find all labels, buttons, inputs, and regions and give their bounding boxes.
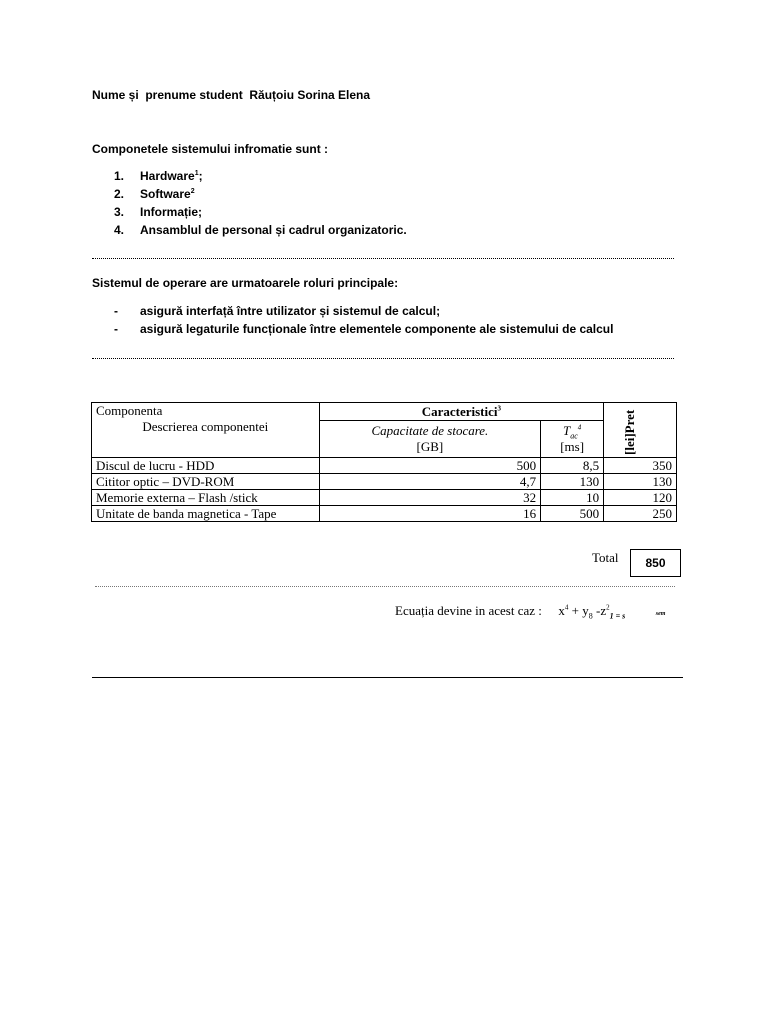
cell-capacity: 4,7 <box>319 474 541 490</box>
list-item <box>114 221 614 239</box>
header-capacity-unit: [GB] <box>416 439 444 454</box>
dotted-separator <box>95 586 675 587</box>
cell-component: Unitate de banda magnetica - Tape <box>92 506 320 522</box>
list-item-suffix: ; <box>198 169 203 183</box>
roles-heading: Sistemul de operare are urmatoarele roluri principale: <box>92 276 399 290</box>
cell-tac: 500 <box>541 506 604 522</box>
cell-component: Memorie externa – Flash /stick <box>92 490 320 506</box>
eq-minus-z: -z <box>592 603 607 618</box>
list-item <box>114 302 674 320</box>
list-item-number: 1. <box>114 169 125 183</box>
table-row <box>92 458 677 474</box>
header-tac <box>545 423 599 439</box>
list-item-number: 2. <box>114 187 125 201</box>
student-name: Răuțoiu Sorina Elena <box>249 88 371 102</box>
cell-component: Cititor optic – DVD-ROM <box>92 474 320 490</box>
list-item <box>114 185 614 203</box>
role-text: asigură interfață între utilizator și sistemul de calcul; <box>140 304 441 318</box>
header-characteristics: Caracteristici <box>421 403 498 419</box>
tac-subscript: ac <box>570 431 578 441</box>
components-list <box>114 167 614 239</box>
cell-price: 130 <box>604 474 677 490</box>
list-dash: - <box>114 304 118 318</box>
table-row <box>92 506 677 522</box>
footnote-marker: 1 <box>194 170 199 177</box>
list-item-label: Software <box>140 187 191 201</box>
header-tac-cell <box>541 421 604 458</box>
eq-plus-y: + y <box>568 603 589 618</box>
list-item-label: Informație; <box>140 205 203 219</box>
cell-capacity: 500 <box>319 458 541 474</box>
header-price-cell <box>604 403 677 458</box>
eq-x: x <box>558 603 565 618</box>
list-item-label: Ansamblul de personal și cadrul organizatoric. <box>140 223 407 237</box>
cell-price: 120 <box>604 490 677 506</box>
cell-capacity: 16 <box>319 506 541 522</box>
equation-unit: sem <box>655 611 666 617</box>
table-row <box>92 490 677 506</box>
eq-y-sub: 8 <box>588 611 593 621</box>
eq-z-sub: 1 = s <box>609 611 626 621</box>
equation-formula <box>558 603 626 621</box>
list-item-number: 4. <box>114 223 125 237</box>
footnote-marker: 3 <box>497 404 501 413</box>
cell-capacity: 32 <box>319 490 541 506</box>
header-capacity: Capacitate de stocare. <box>371 423 489 438</box>
header-price: [lei]Pret <box>622 409 638 455</box>
header-tac-unit: [ms] <box>560 439 585 454</box>
footnote-marker: 4 <box>577 423 582 432</box>
eq-x-exp: 4 <box>564 603 569 612</box>
header-component: Componenta <box>96 403 163 418</box>
cell-tac: 8,5 <box>541 458 604 474</box>
student-name-line <box>92 88 370 102</box>
roles-list <box>114 302 674 338</box>
horizontal-rule <box>92 677 683 678</box>
student-label: Nume și prenume student <box>92 88 243 102</box>
total-label: Total <box>592 550 619 565</box>
table-row <box>92 474 677 490</box>
list-dash: - <box>114 322 118 336</box>
footnote-marker: 2 <box>190 188 195 195</box>
cell-price: 250 <box>604 506 677 522</box>
components-table <box>91 402 677 522</box>
cell-tac: 10 <box>541 490 604 506</box>
list-item-label: Hardware <box>140 169 195 183</box>
equation-line <box>395 603 665 619</box>
role-text: asigură legaturile funcționale între elementele componente ale sistemului de calcul <box>140 322 614 336</box>
eq-z-exp: 2 <box>606 603 610 612</box>
header-component-cell <box>92 403 320 458</box>
dotted-separator <box>92 258 674 259</box>
equation-label: Ecuația devine in acest caz : <box>395 603 542 618</box>
total-value: 850 <box>630 549 681 577</box>
header-characteristics-cell <box>319 403 603 421</box>
header-capacity-cell <box>319 421 541 458</box>
list-item <box>114 320 674 338</box>
dotted-separator <box>92 358 674 359</box>
cell-tac: 130 <box>541 474 604 490</box>
cell-price: 350 <box>604 458 677 474</box>
list-item <box>114 203 614 221</box>
header-description: Descrierea componentei <box>142 419 269 434</box>
list-item-number: 3. <box>114 205 125 219</box>
tac-symbol: T <box>562 423 571 438</box>
list-item <box>114 167 614 185</box>
cell-component: Discul de lucru - HDD <box>92 458 320 474</box>
components-heading: Componetele sistemului infromatie sunt : <box>92 142 329 156</box>
